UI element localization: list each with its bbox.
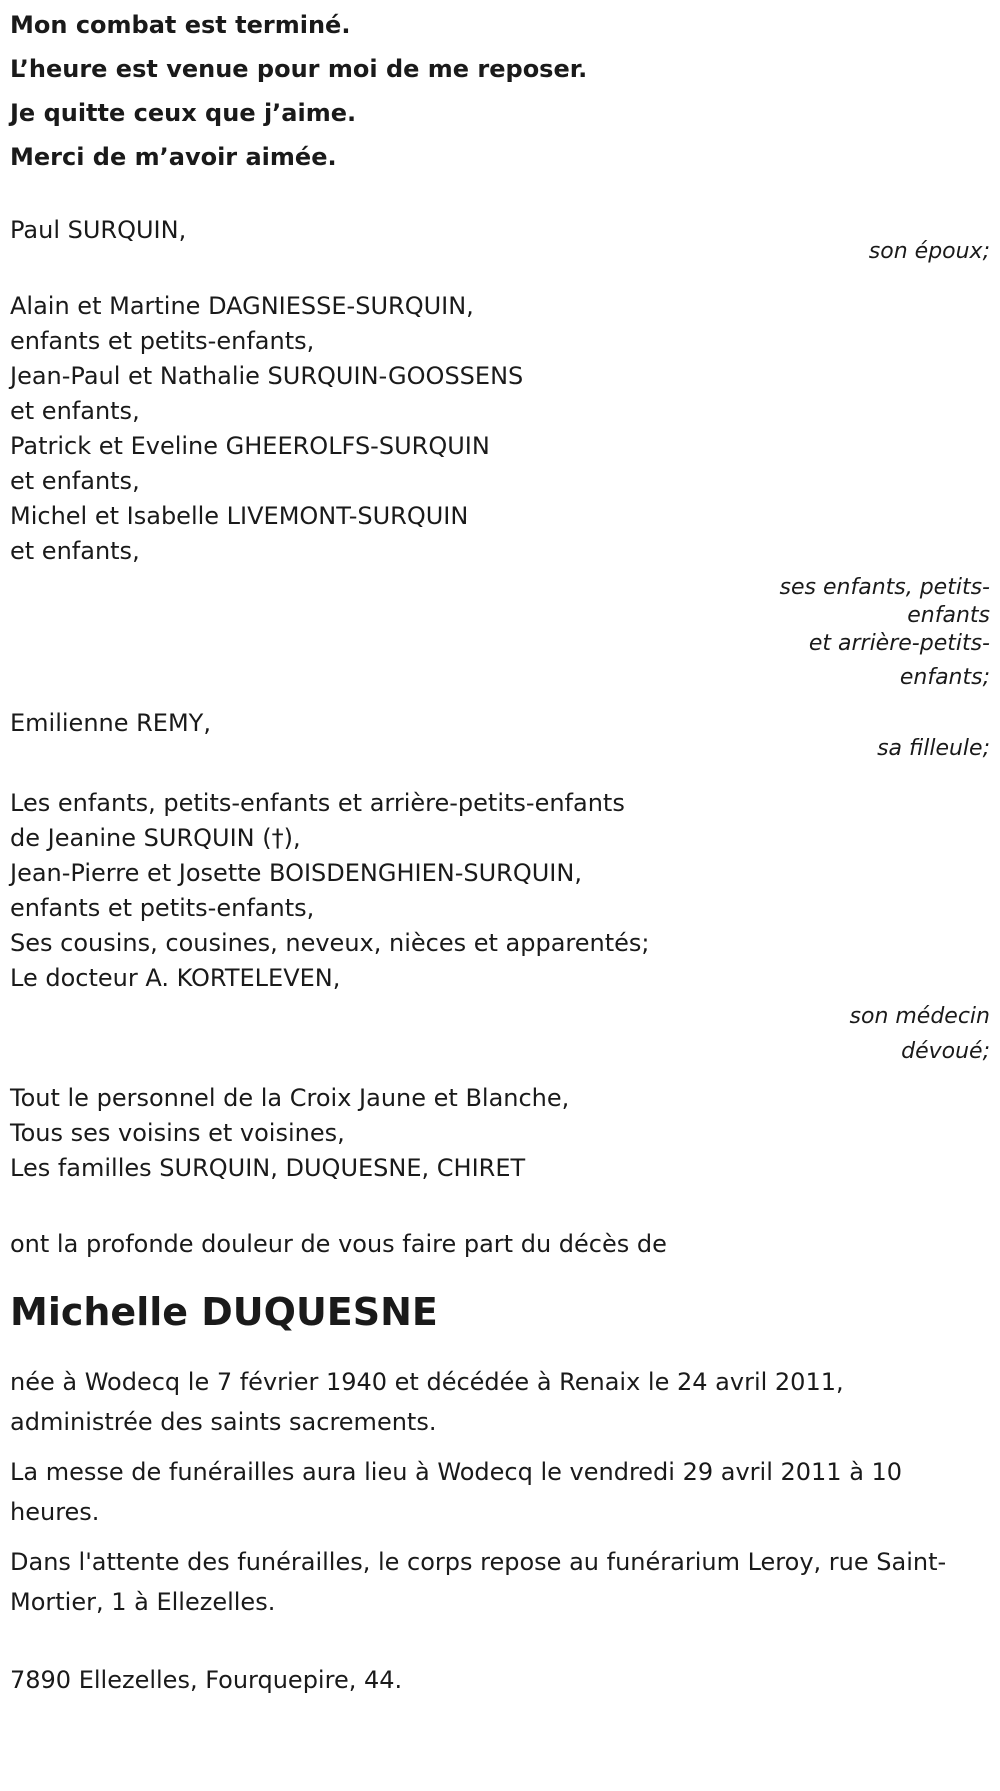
address: 7890 Ellezelles, Fourquepire, 44. — [10, 1666, 403, 1694]
detail-paragraph: Dans l'attente des funérailles, le corps repose au funérarium Leroy, rue Saint-Mortier, 1 à Ellezelles. — [10, 1548, 947, 1616]
role-line: enfants; — [899, 665, 990, 690]
family-line: Tous ses voisins et voisines, — [10, 1119, 345, 1147]
family-line: de Jeanine SURQUIN (†), — [10, 824, 301, 852]
details — [10, 1362, 990, 1622]
role-line: et arrière-petits- — [808, 631, 990, 656]
role-line: enfants — [907, 603, 990, 628]
spouse-role: son époux; — [868, 239, 990, 264]
family-line: et enfants, — [10, 397, 140, 425]
family-line: Jean-Pierre et Josette BOISDENGHIEN-SURQUIN, — [10, 859, 582, 887]
family-line: Les enfants, petits-enfants et arrière-petits-enfants — [10, 789, 625, 817]
poem-line: Je quitte ceux que j’aime. — [10, 99, 357, 127]
family-line: Michel et Isabelle LIVEMONT-SURQUIN — [10, 502, 469, 530]
poem — [10, 0, 990, 182]
family-line: Ses cousins, cousines, neveux, nièces et apparentés; — [10, 929, 650, 957]
family-line: Alain et Martine DAGNIESSE-SURQUIN, — [10, 292, 474, 320]
announcement: ont la profonde douleur de vous faire part du décès de — [10, 1230, 667, 1258]
deceased-name: Michelle DUQUESNE — [10, 1290, 438, 1334]
family-list — [10, 210, 990, 1188]
family-line: Jean-Paul et Nathalie SURQUIN-GOOSSENS — [10, 362, 524, 390]
poem-line: Mon combat est terminé. — [10, 11, 351, 39]
role-line: ses enfants, petits- — [779, 575, 990, 600]
family-line: Le docteur A. KORTELEVEN, — [10, 964, 341, 992]
spouse-name: Paul SURQUIN, — [10, 216, 187, 244]
children-role — [10, 571, 990, 695]
family-line: Tout le personnel de la Croix Jaune et Blanche, — [10, 1084, 570, 1112]
role-line: son médecin — [849, 1004, 990, 1029]
detail-paragraph: La messe de funérailles aura lieu à Wodecq le vendredi 29 avril 2011 à 10 heures. — [10, 1458, 903, 1526]
family-line: Les familles SURQUIN, DUQUESNE, CHIRET — [10, 1154, 526, 1182]
family-line: et enfants, — [10, 467, 140, 495]
poem-line: Merci de m’avoir aimée. — [10, 143, 337, 171]
goddaughter-role: sa filleule; — [877, 736, 990, 761]
family-line: et enfants, — [10, 537, 140, 565]
family-line: enfants et petits-enfants, — [10, 327, 315, 355]
detail-paragraph: née à Wodecq le 7 février 1940 et décédée à Renaix le 24 avril 2011, administrée des saints sacrements. — [10, 1368, 844, 1436]
poem-line: L’heure est venue pour moi de me reposer. — [10, 55, 588, 83]
role-line: dévoué; — [901, 1039, 990, 1064]
goddaughter-name: Emilienne REMY, — [10, 709, 211, 737]
obituary-notice — [10, 0, 990, 1700]
family-line: Patrick et Eveline GHEEROLFS-SURQUIN — [10, 432, 490, 460]
family-line: enfants et petits-enfants, — [10, 894, 315, 922]
doctor-role — [10, 998, 990, 1068]
